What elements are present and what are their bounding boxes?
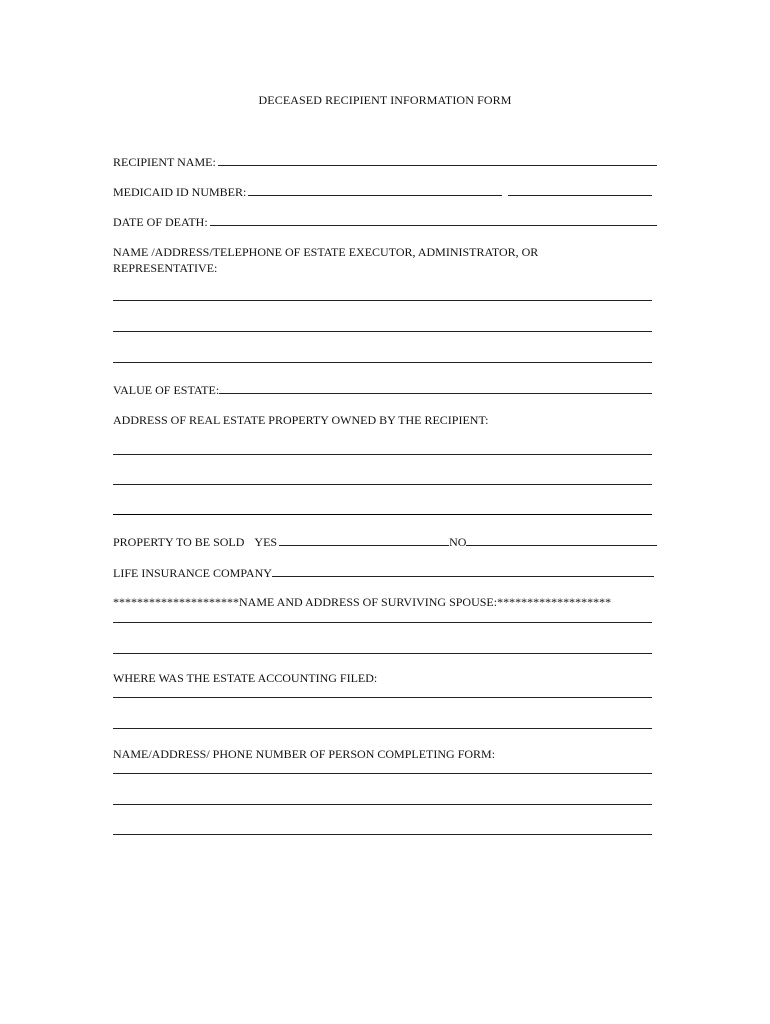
spouse-line-1[interactable]: [113, 622, 652, 623]
person-completing-line-3[interactable]: [113, 834, 652, 835]
property-sold-label: PROPERTY TO BE SOLD: [113, 535, 245, 549]
person-completing-line-2[interactable]: [113, 804, 652, 805]
value-of-estate-row: [113, 381, 652, 397]
date-of-death-label: DATE OF DEATH:: [113, 215, 208, 229]
date-of-death-row: [113, 213, 657, 229]
life-insurance-row: [113, 564, 654, 580]
life-insurance-label: LIFE INSURANCE COMPANY: [113, 566, 272, 580]
estate-accounting-label: WHERE WAS THE ESTATE ACCOUNTING FILED:: [113, 671, 378, 685]
estate-accounting-line-2[interactable]: [113, 728, 652, 729]
executor-label: NAME /ADDRESS/TELEPHONE OF ESTATE EXECUTOR, ADMINISTRATOR, OR REPRESENTATIVE:: [113, 245, 539, 275]
date-of-death-field[interactable]: [210, 225, 657, 226]
spouse-stars-left: *********************: [113, 595, 239, 609]
person-completing-line-1[interactable]: [113, 773, 652, 774]
person-completing-label: NAME/ADDRESS/ PHONE NUMBER OF PERSON COMPLETING FORM:: [113, 747, 496, 761]
form-title: DECEASED RECIPIENT INFORMATION FORM: [258, 93, 512, 107]
life-insurance-field[interactable]: [272, 576, 654, 577]
spouse-line-2[interactable]: [113, 653, 652, 654]
value-of-estate-label: VALUE OF ESTATE:: [113, 383, 220, 397]
value-of-estate-field[interactable]: [219, 393, 652, 394]
executor-line-1[interactable]: [113, 300, 652, 301]
recipient-name-field[interactable]: [218, 165, 657, 166]
medicaid-id-label: MEDICAID ID NUMBER:: [113, 185, 247, 199]
property-sold-row: [113, 533, 657, 549]
yes-field[interactable]: [279, 545, 449, 546]
yes-label: YES: [254, 535, 278, 549]
recipient-name-label: RECIPIENT NAME:: [113, 155, 216, 169]
medicaid-id-field-extra[interactable]: [508, 195, 652, 196]
real-estate-line-3[interactable]: [113, 514, 652, 515]
spouse-header: [113, 594, 611, 610]
spouse-label: NAME AND ADDRESS OF SURVIVING SPOUSE:: [239, 595, 498, 609]
no-label: NO: [449, 535, 467, 549]
executor-line-3[interactable]: [113, 362, 652, 363]
real-estate-line-1[interactable]: [113, 454, 652, 455]
recipient-name-row: [113, 153, 657, 169]
spouse-stars-right: *******************: [497, 595, 612, 609]
executor-line-2[interactable]: [113, 331, 652, 332]
real-estate-line-2[interactable]: [113, 484, 652, 485]
real-estate-label: ADDRESS OF REAL ESTATE PROPERTY OWNED BY THE RECIPIENT:: [113, 413, 489, 427]
medicaid-id-row: [113, 183, 652, 199]
medicaid-id-field[interactable]: [248, 195, 502, 196]
no-field[interactable]: [466, 545, 657, 546]
estate-accounting-line-1[interactable]: [113, 697, 652, 698]
